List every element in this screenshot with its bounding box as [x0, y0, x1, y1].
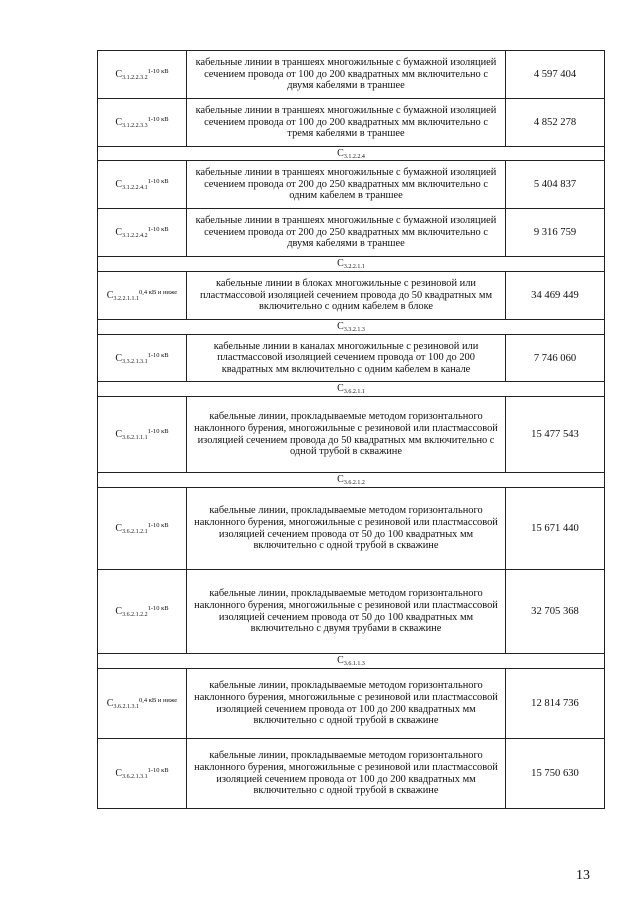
- rate-code: $C_{3.2.2.1.1.1}^{0,4 кВ и ниже}$: [98, 272, 187, 320]
- rate-description: кабельные линии в траншеях многожильные с бумажной изоляцией сечением провода от 100 до 200 квадратных мм включительно с тремя кабелями в траншее: [187, 99, 506, 147]
- rate-code: $C_{3.3.2.1.3.1}^{1-10 кВ}$: [98, 335, 187, 382]
- rate-code: $C_{3.1.2.2.3.3}^{1-10 кВ}$: [98, 99, 187, 147]
- rates-table-body: [98, 51, 605, 809]
- rate-value: 34 469 449: [506, 272, 605, 320]
- rate-code: $C_{3.6.2.1.2.1}^{1-10 кВ}$: [98, 488, 187, 570]
- group-header-row: [98, 382, 605, 397]
- rate-description: кабельные линии, прокладываемые методом горизонтального наклонного бурения, многожильные с резиновой или пластмассовой изоляцией сечением провода от 100 до 200 квадратных мм включительно с одной трубой в скважине: [187, 739, 506, 809]
- table-row: [98, 570, 605, 654]
- rate-code: $C_{3.6.2.1.1.1}^{1-10 кВ}$: [98, 397, 187, 473]
- rate-value: 12 814 736: [506, 669, 605, 739]
- rate-code: $C_{3.6.2.1.3.1}^{0,4 кВ и ниже}$: [98, 669, 187, 739]
- rate-description: кабельные линии, прокладываемые методом горизонтального наклонного бурения, многожильные с резиновой или пластмассовой изоляцией сечением провода от 50 до 100 квадратных мм включительно с одной трубой в скважине: [187, 488, 506, 570]
- group-header-row: [98, 320, 605, 335]
- rate-value: 5 404 837: [506, 161, 605, 209]
- group-code: $C_{3.1.2.2.4}$: [98, 147, 605, 161]
- table-row: [98, 272, 605, 320]
- rate-description: кабельные линии в блоках многожильные с резиновой или пластмассовой изоляцией сечением провода до 50 квадратных мм включительно с одним кабелем в блоке: [187, 272, 506, 320]
- rate-value: 15 477 543: [506, 397, 605, 473]
- rate-code: $C_{3.1.2.2.4.2}^{1-10 кВ}$: [98, 209, 187, 257]
- table-row: [98, 99, 605, 147]
- rate-code: $C_{3.6.2.1.3.1}^{1-10 кВ}$: [98, 739, 187, 809]
- rate-value: 32 705 368: [506, 570, 605, 654]
- group-header-row: [98, 147, 605, 161]
- group-header-row: [98, 473, 605, 488]
- rate-value: 4 597 404: [506, 51, 605, 99]
- rate-code: $C_{3.1.2.2.4.1}^{1-10 кВ}$: [98, 161, 187, 209]
- rate-value: 15 671 440: [506, 488, 605, 570]
- rate-value: 15 750 630: [506, 739, 605, 809]
- rate-value: 7 746 060: [506, 335, 605, 382]
- group-code: $C_{3.3.2.1.3}$: [98, 320, 605, 335]
- rate-code: $C_{3.1.2.2.3.2}^{1-10 кВ}$: [98, 51, 187, 99]
- table-row: [98, 335, 605, 382]
- table-row: [98, 209, 605, 257]
- group-code: $C_{3.2.2.1.1}$: [98, 257, 605, 272]
- group-header-row: [98, 257, 605, 272]
- group-code: $C_{3.6.2.1.1}$: [98, 382, 605, 397]
- group-header-row: [98, 654, 605, 669]
- table-row: [98, 161, 605, 209]
- rate-value: 9 316 759: [506, 209, 605, 257]
- page-number: 13: [576, 868, 590, 883]
- table-row: [98, 739, 605, 809]
- table-row: [98, 397, 605, 473]
- rate-description: кабельные линии, прокладываемые методом горизонтального наклонного бурения, многожильные с резиновой или пластмассовой изоляцией сечением провода от 100 до 200 квадратных мм включительно с одной трубой в скважине: [187, 669, 506, 739]
- table-row: [98, 51, 605, 99]
- rate-description: кабельные линии в траншеях многожильные с бумажной изоляцией сечением провода от 200 до 250 квадратных мм включительно с двумя кабелями в траншее: [187, 209, 506, 257]
- table-row: [98, 488, 605, 570]
- rate-description: кабельные линии в траншеях многожильные с бумажной изоляцией сечением провода от 200 до 250 квадратных мм включительно с одним кабелем в траншее: [187, 161, 506, 209]
- rate-value: 4 852 278: [506, 99, 605, 147]
- rates-table: [97, 50, 605, 809]
- rate-description: кабельные линии, прокладываемые методом горизонтального наклонного бурения, многожильные с резиновой или пластмассовой изоляцией сечением провода до 50 квадратных мм включительно с одной трубой в скважине: [187, 397, 506, 473]
- rate-code: $C_{3.6.2.1.2.2}^{1-10 кВ}$: [98, 570, 187, 654]
- rate-description: кабельные линии в траншеях многожильные с бумажной изоляцией сечением провода от 100 до 200 квадратных мм включительно с двумя кабелями в траншее: [187, 51, 506, 99]
- table-row: [98, 669, 605, 739]
- group-code: $C_{3.6.2.1.2}$: [98, 473, 605, 488]
- rate-description: кабельные линии в каналах многожильные с резиновой или пластмассовой изоляцией сечением провода от 100 до 200 квадратных мм включительно с одним кабелем в канале: [187, 335, 506, 382]
- rate-description: кабельные линии, прокладываемые методом горизонтального наклонного бурения, многожильные с резиновой или пластмассовой изоляцией сечением провода от 50 до 100 квадратных мм включительно с двумя трубами в скважине: [187, 570, 506, 654]
- group-code: $C_{3.6.1.1.3}$: [98, 654, 605, 669]
